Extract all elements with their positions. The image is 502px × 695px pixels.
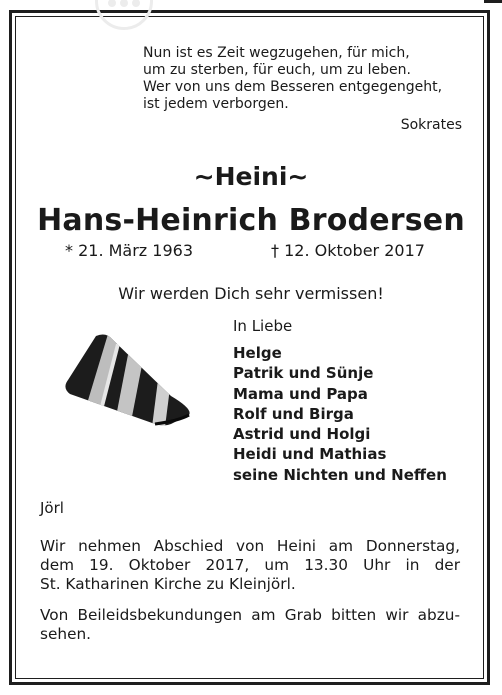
funeral-line: Wir nehmen Abschied von Heini am Donnerstag,: [40, 537, 460, 555]
birth-date: * 21. März 1963: [65, 241, 194, 260]
funeral-line: St. Katharinen Kirche zu Kleinjörl.: [40, 575, 296, 593]
place-name: Jörl: [40, 499, 64, 517]
funeral-notice: [40, 537, 460, 594]
love-intro: In Liebe: [233, 317, 293, 335]
deceased-name: Hans-Heinrich Brodersen: [37, 203, 465, 238]
poem-author: Sokrates: [400, 117, 462, 133]
death-date: † 12. Oktober 2017: [271, 241, 425, 260]
condolence-line: Von Beileidsbekundungen am Grab bitten wir abzu-: [40, 606, 460, 624]
traffic-cone-icon: [60, 332, 200, 427]
family-list: [233, 343, 447, 485]
family-member: Heidi und Mathias: [233, 445, 387, 464]
family-member: Rolf und Birga: [233, 404, 354, 423]
missed-text: Wir werden Dich sehr vermissen!: [118, 284, 384, 303]
poem-line: Nun ist es Zeit wegzugehen, für mich,: [143, 45, 410, 61]
poem-line: Wer von uns dem Besseren entgegengeht,: [143, 79, 443, 95]
condolence-note: [40, 606, 460, 644]
family-member: seine Nichten und Neffen: [233, 465, 447, 484]
poem-line: ist jedem verborgen.: [143, 96, 289, 112]
family-member: Patrik und Sünje: [233, 364, 374, 383]
family-member: Mama und Papa: [233, 384, 368, 403]
funeral-line: dem 19. Oktober 2017, um 13.30 Uhr in der: [40, 556, 460, 574]
corner-mark: [484, 0, 502, 3]
condolence-line: sehen.: [40, 625, 92, 643]
family-member: Helge: [233, 344, 282, 362]
family-member: Astrid und Holgi: [233, 425, 371, 444]
nickname: ~Heini~: [193, 162, 309, 191]
poem-line: um zu sterben, für euch, um zu leben.: [143, 62, 411, 78]
poem-quote: [143, 45, 442, 113]
